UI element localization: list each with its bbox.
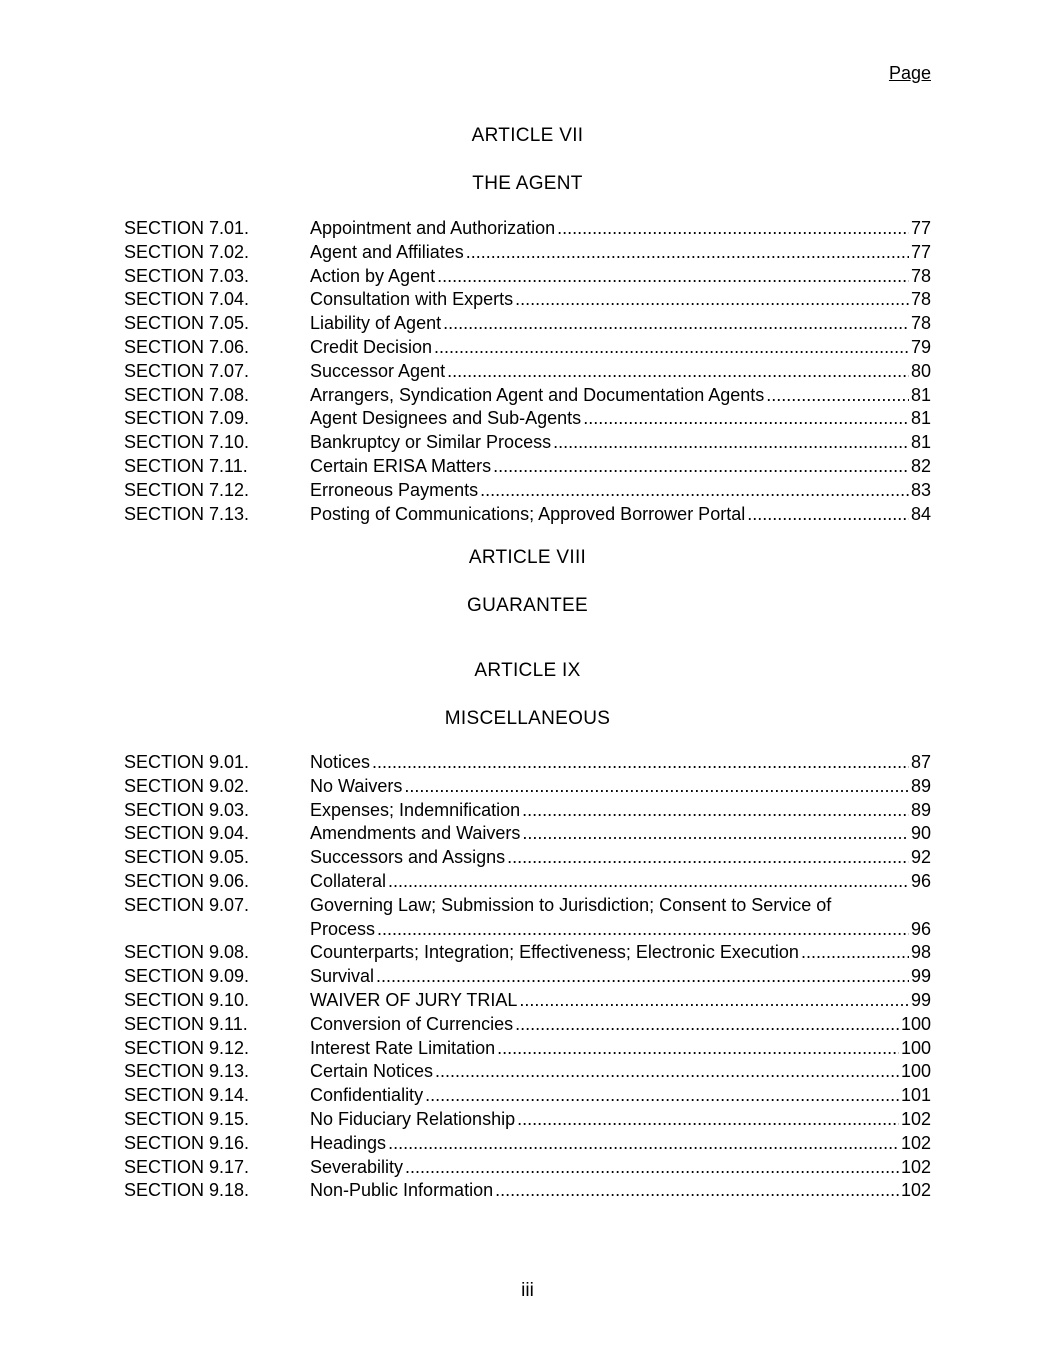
- section-title: Counterparts; Integration; Effectiveness; Electronic Execution: [310, 942, 799, 963]
- section-number: SECTION 7.07.: [124, 360, 250, 381]
- toc-entry[interactable]: [124, 384, 931, 408]
- section-number: SECTION 9.02.: [124, 775, 250, 796]
- page-reference: 100: [900, 1037, 931, 1058]
- section-title: Successor Agent: [310, 360, 446, 381]
- toc-entry[interactable]: [124, 751, 931, 775]
- page-reference: 80: [910, 360, 931, 381]
- dot-leader: [447, 360, 909, 384]
- section-number: SECTION 7.10.: [124, 432, 250, 453]
- dot-leader: [553, 431, 909, 455]
- toc-entry[interactable]: [124, 1013, 931, 1037]
- section-number: SECTION 7.02.: [124, 241, 250, 262]
- toc-entry[interactable]: [124, 360, 931, 384]
- dot-leader: [497, 1037, 899, 1061]
- page-reference: 100: [900, 1061, 931, 1082]
- page-reference: 89: [910, 775, 931, 796]
- page-column-label: Page: [888, 63, 931, 83]
- section-number: SECTION 7.13.: [124, 503, 250, 524]
- dot-leader: [515, 288, 909, 312]
- section-title: Certain ERISA Matters: [310, 455, 492, 476]
- section-title: Collateral: [310, 870, 387, 891]
- dot-leader: [519, 989, 909, 1013]
- dot-leader: [522, 799, 909, 823]
- section-number: SECTION 7.05.: [124, 313, 250, 334]
- dot-leader: [466, 241, 909, 265]
- section-title: Certain Notices: [310, 1061, 434, 1082]
- section-number: SECTION 7.01.: [124, 218, 250, 238]
- section-number: SECTION 7.06.: [124, 336, 250, 357]
- section-title: Agent Designees and Sub-Agents: [310, 408, 582, 429]
- section-number: SECTION 7.11.: [124, 455, 248, 476]
- toc-entry[interactable]: [124, 336, 931, 360]
- toc-entry[interactable]: [124, 1132, 931, 1156]
- dot-leader: [583, 407, 909, 431]
- section-number: SECTION 9.07.: [124, 894, 250, 915]
- section-number: SECTION 7.12.: [124, 479, 250, 500]
- page-reference: 101: [900, 1085, 931, 1106]
- article-7-title: ARTICLE VII: [471, 125, 584, 146]
- toc-entry[interactable]: [124, 312, 931, 336]
- section-title: Appointment and Authorization: [310, 218, 556, 238]
- section-title: Severability: [310, 1156, 404, 1177]
- page-reference: 79: [910, 336, 931, 357]
- section-title: Posting of Communications; Approved Borrower Portal: [310, 503, 746, 524]
- dot-leader: [480, 479, 909, 503]
- section-title-continued: Process: [310, 918, 376, 939]
- section-number: SECTION 7.03.: [124, 265, 250, 286]
- dot-leader: [801, 941, 909, 965]
- toc-entry[interactable]: [124, 894, 931, 942]
- section-number: SECTION 9.16.: [124, 1132, 250, 1153]
- section-title: Non-Public Information: [310, 1180, 494, 1201]
- article-9-subtitle: MISCELLANEOUS: [444, 708, 611, 729]
- section-title: Survival: [310, 966, 375, 987]
- section-title: Bankruptcy or Similar Process: [310, 432, 552, 453]
- page-reference: 96: [910, 918, 931, 939]
- toc-entry[interactable]: [124, 265, 931, 289]
- toc-entry[interactable]: [124, 846, 931, 870]
- toc-entry[interactable]: [124, 1060, 931, 1084]
- page-reference: 99: [910, 989, 931, 1010]
- dot-leader: [437, 265, 909, 289]
- page-reference: 82: [910, 455, 931, 476]
- dot-leader: [493, 455, 909, 479]
- toc-entry[interactable]: [124, 479, 931, 503]
- section-title: Expenses; Indemnification: [310, 799, 521, 820]
- toc-entry[interactable]: [124, 822, 931, 846]
- article-8-title: ARTICLE VIII: [468, 547, 587, 568]
- toc-entry[interactable]: [124, 1084, 931, 1108]
- section-number: SECTION 9.03.: [124, 799, 250, 820]
- toc-entry[interactable]: [124, 965, 931, 989]
- dot-leader: [405, 1156, 899, 1180]
- section-title: Credit Decision: [310, 336, 433, 357]
- section-number: SECTION 9.04.: [124, 823, 250, 844]
- article-8-subtitle: GUARANTEE: [467, 595, 588, 616]
- page-reference: 89: [910, 799, 931, 820]
- page-reference: 77: [910, 241, 931, 262]
- toc-entry[interactable]: [124, 1156, 931, 1180]
- page-reference: 102: [900, 1108, 931, 1129]
- dot-leader: [747, 503, 909, 527]
- article-7-section-list: [124, 217, 931, 526]
- dot-leader: [434, 336, 909, 360]
- toc-entry[interactable]: [124, 288, 931, 312]
- page-reference: 92: [910, 847, 931, 868]
- page-reference: 78: [910, 289, 931, 310]
- page-reference: 78: [910, 265, 931, 286]
- section-number: SECTION 9.18.: [124, 1180, 250, 1201]
- section-title: Notices: [310, 752, 371, 772]
- article-7-subtitle: THE AGENT: [472, 173, 583, 194]
- section-number: SECTION 9.08.: [124, 942, 250, 963]
- dot-leader: [507, 846, 909, 870]
- section-number: SECTION 9.17.: [124, 1156, 250, 1177]
- toc-entry[interactable]: [124, 431, 931, 455]
- section-number: SECTION 9.15.: [124, 1108, 250, 1129]
- section-number: SECTION 9.13.: [124, 1061, 250, 1082]
- section-number: SECTION 9.06.: [124, 870, 250, 891]
- toc-entry[interactable]: [124, 503, 931, 527]
- section-number: SECTION 9.14.: [124, 1085, 250, 1106]
- section-title: Amendments and Waivers: [310, 823, 521, 844]
- dot-leader: [766, 384, 909, 408]
- article-9-title: ARTICLE IX: [474, 660, 581, 681]
- toc-entry[interactable]: [124, 1108, 931, 1132]
- dot-leader: [425, 1084, 899, 1108]
- dot-leader: [515, 1013, 899, 1037]
- section-title: Action by Agent: [310, 265, 436, 286]
- page-reference: 83: [910, 479, 931, 500]
- section-title: Arrangers, Syndication Agent and Documentation Agents: [310, 384, 765, 405]
- toc-entry[interactable]: [124, 989, 931, 1013]
- section-title: No Waivers: [310, 775, 403, 796]
- section-number: SECTION 7.04.: [124, 289, 250, 310]
- page-reference: 81: [910, 384, 931, 405]
- page-reference: 78: [910, 313, 931, 334]
- page-reference: 99: [910, 966, 931, 987]
- page-reference: 81: [910, 408, 931, 429]
- section-title: Interest Rate Limitation: [310, 1037, 496, 1058]
- toc-entry[interactable]: [124, 799, 931, 823]
- page-reference: 87: [910, 752, 931, 772]
- section-number: SECTION 9.12.: [124, 1037, 250, 1058]
- section-title: Erroneous Payments: [310, 479, 479, 500]
- section-number: SECTION 7.08.: [124, 384, 250, 405]
- page-reference: 84: [910, 503, 931, 524]
- section-title: No Fiduciary Relationship: [310, 1108, 516, 1129]
- section-title: Agent and Affiliates: [310, 241, 464, 262]
- page-reference: 77: [910, 218, 931, 238]
- page-reference: 98: [910, 942, 931, 963]
- page-reference: 90: [910, 823, 931, 844]
- page-reference: 81: [910, 432, 931, 453]
- dot-leader: [388, 1132, 899, 1156]
- dot-leader: [522, 822, 909, 846]
- toc-entry[interactable]: [124, 1037, 931, 1061]
- section-number: SECTION 9.09.: [124, 966, 250, 987]
- page-number: iii: [521, 1280, 534, 1301]
- toc-entry[interactable]: [124, 775, 931, 799]
- dot-leader: [376, 965, 909, 989]
- toc-entry[interactable]: [124, 941, 931, 965]
- dot-leader: [388, 870, 909, 894]
- dot-leader: [372, 751, 909, 775]
- section-title: Successors and Assigns: [310, 847, 506, 868]
- dot-leader: [377, 918, 909, 942]
- section-number: SECTION 9.11.: [124, 1013, 248, 1034]
- section-title: Liability of Agent: [310, 313, 442, 334]
- section-title: Conversion of Currencies: [310, 1013, 514, 1034]
- toc-entry[interactable]: [124, 217, 931, 241]
- section-title: Governing Law; Submission to Jurisdiction; Consent to Service of: [310, 894, 832, 915]
- toc-entry[interactable]: [124, 455, 931, 479]
- section-title: Headings: [310, 1132, 387, 1153]
- dot-leader: [557, 217, 909, 241]
- section-number: SECTION 9.10.: [124, 989, 250, 1010]
- toc-entry[interactable]: [124, 870, 931, 894]
- section-number: SECTION 9.01.: [124, 752, 250, 772]
- dot-leader: [517, 1108, 899, 1132]
- page-reference: 102: [900, 1156, 931, 1177]
- section-title: Consultation with Experts: [310, 289, 514, 310]
- dot-leader: [404, 775, 909, 799]
- dot-leader: [443, 312, 909, 336]
- page-reference: 102: [900, 1132, 931, 1153]
- dot-leader: [495, 1179, 899, 1203]
- page-reference: 102: [900, 1180, 931, 1201]
- toc-entry[interactable]: [124, 407, 931, 431]
- section-title: Confidentiality: [310, 1085, 424, 1106]
- section-number: SECTION 7.09.: [124, 408, 250, 429]
- page-reference: 96: [910, 870, 931, 891]
- page-reference: 100: [900, 1013, 931, 1034]
- section-number: SECTION 9.05.: [124, 847, 250, 868]
- toc-entry[interactable]: [124, 241, 931, 265]
- toc-entry[interactable]: [124, 1179, 931, 1203]
- article-9-section-list: [124, 751, 931, 1203]
- dot-leader: [435, 1060, 899, 1084]
- section-title: WAIVER OF JURY TRIAL: [310, 989, 518, 1010]
